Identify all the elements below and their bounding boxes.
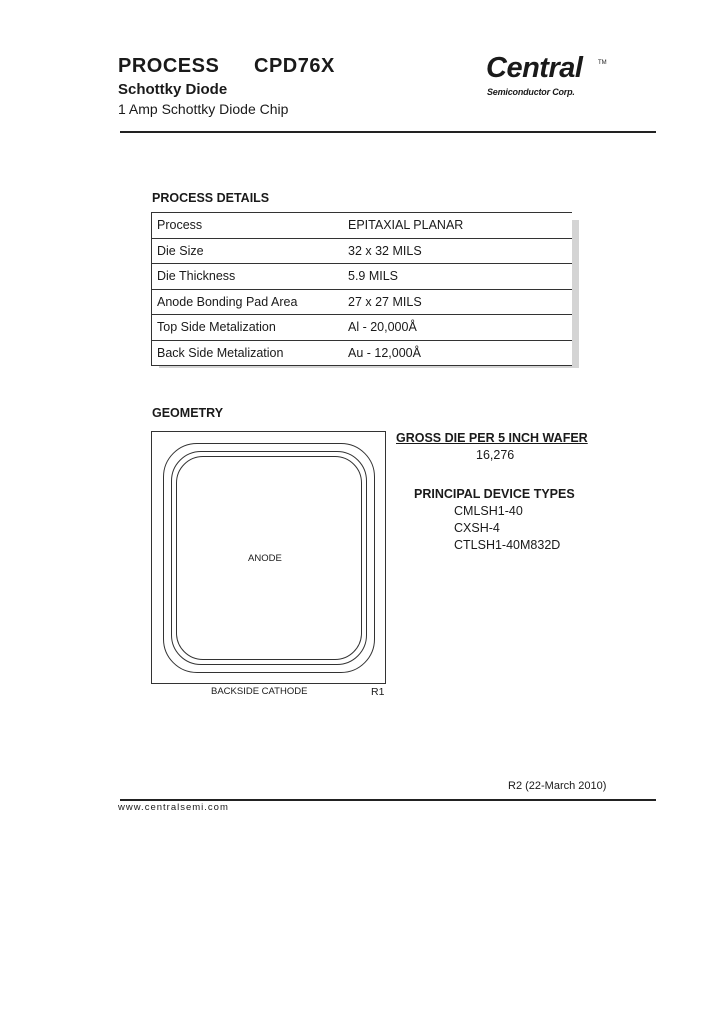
- row-value: 32 x 32 MILS: [348, 243, 422, 258]
- process-details-table: [151, 212, 572, 366]
- gross-die-value: 16,276: [476, 448, 515, 462]
- device-type-item: CMLSH1-40: [454, 504, 523, 518]
- device-types-title: PRINCIPAL DEVICE TYPES: [414, 487, 575, 501]
- logo-trademark: TM: [598, 60, 607, 66]
- row-label: Anode Bonding Pad Area: [157, 294, 298, 309]
- table-row: [152, 213, 572, 239]
- part-number: CPD76X: [254, 55, 335, 77]
- row-value: 27 x 27 MILS: [348, 294, 422, 309]
- table-row: [152, 264, 572, 290]
- row-label: Process: [157, 218, 203, 232]
- row-label: Top Side Metalization: [157, 320, 276, 334]
- header-divider: [120, 131, 656, 133]
- process-label: PROCESS: [118, 55, 220, 77]
- table-row: [152, 341, 572, 366]
- geometry-title: GEOMETRY: [152, 406, 224, 420]
- table-row: [152, 239, 572, 265]
- anode-label: ANODE: [248, 553, 282, 564]
- row-value: EPITAXIAL PLANAR: [348, 218, 464, 232]
- table-row: [152, 315, 572, 341]
- document-revision: R2 (22-March 2010): [508, 780, 607, 792]
- process-details-title: PROCESS DETAILS: [152, 191, 270, 205]
- website-link[interactable]: www.centralsemi.com: [118, 802, 229, 813]
- central-logo: Central: [486, 52, 583, 84]
- row-value: Au - 12,000Å: [348, 345, 421, 360]
- device-description: 1 Amp Schottky Diode Chip: [118, 101, 289, 117]
- device-type-item: CXSH-4: [454, 521, 500, 535]
- geometry-revision: R1: [371, 686, 385, 698]
- table-row: [152, 290, 572, 316]
- gross-die-title: GROSS DIE PER 5 INCH WAFER: [396, 431, 588, 445]
- row-value: 5.9 MILS: [348, 269, 399, 283]
- row-label: Die Thickness: [157, 269, 236, 283]
- row-label: Die Size: [157, 243, 204, 258]
- device-subtitle: Schottky Diode: [118, 81, 228, 98]
- row-value: Al - 20,000Å: [348, 320, 417, 334]
- device-type-item: CTLSH1-40M832D: [454, 538, 561, 552]
- logo-subtitle: Semiconductor Corp.: [487, 87, 575, 97]
- row-label: Back Side Metalization: [157, 345, 284, 360]
- cathode-label: BACKSIDE CATHODE: [211, 686, 308, 697]
- footer-divider: [120, 799, 656, 801]
